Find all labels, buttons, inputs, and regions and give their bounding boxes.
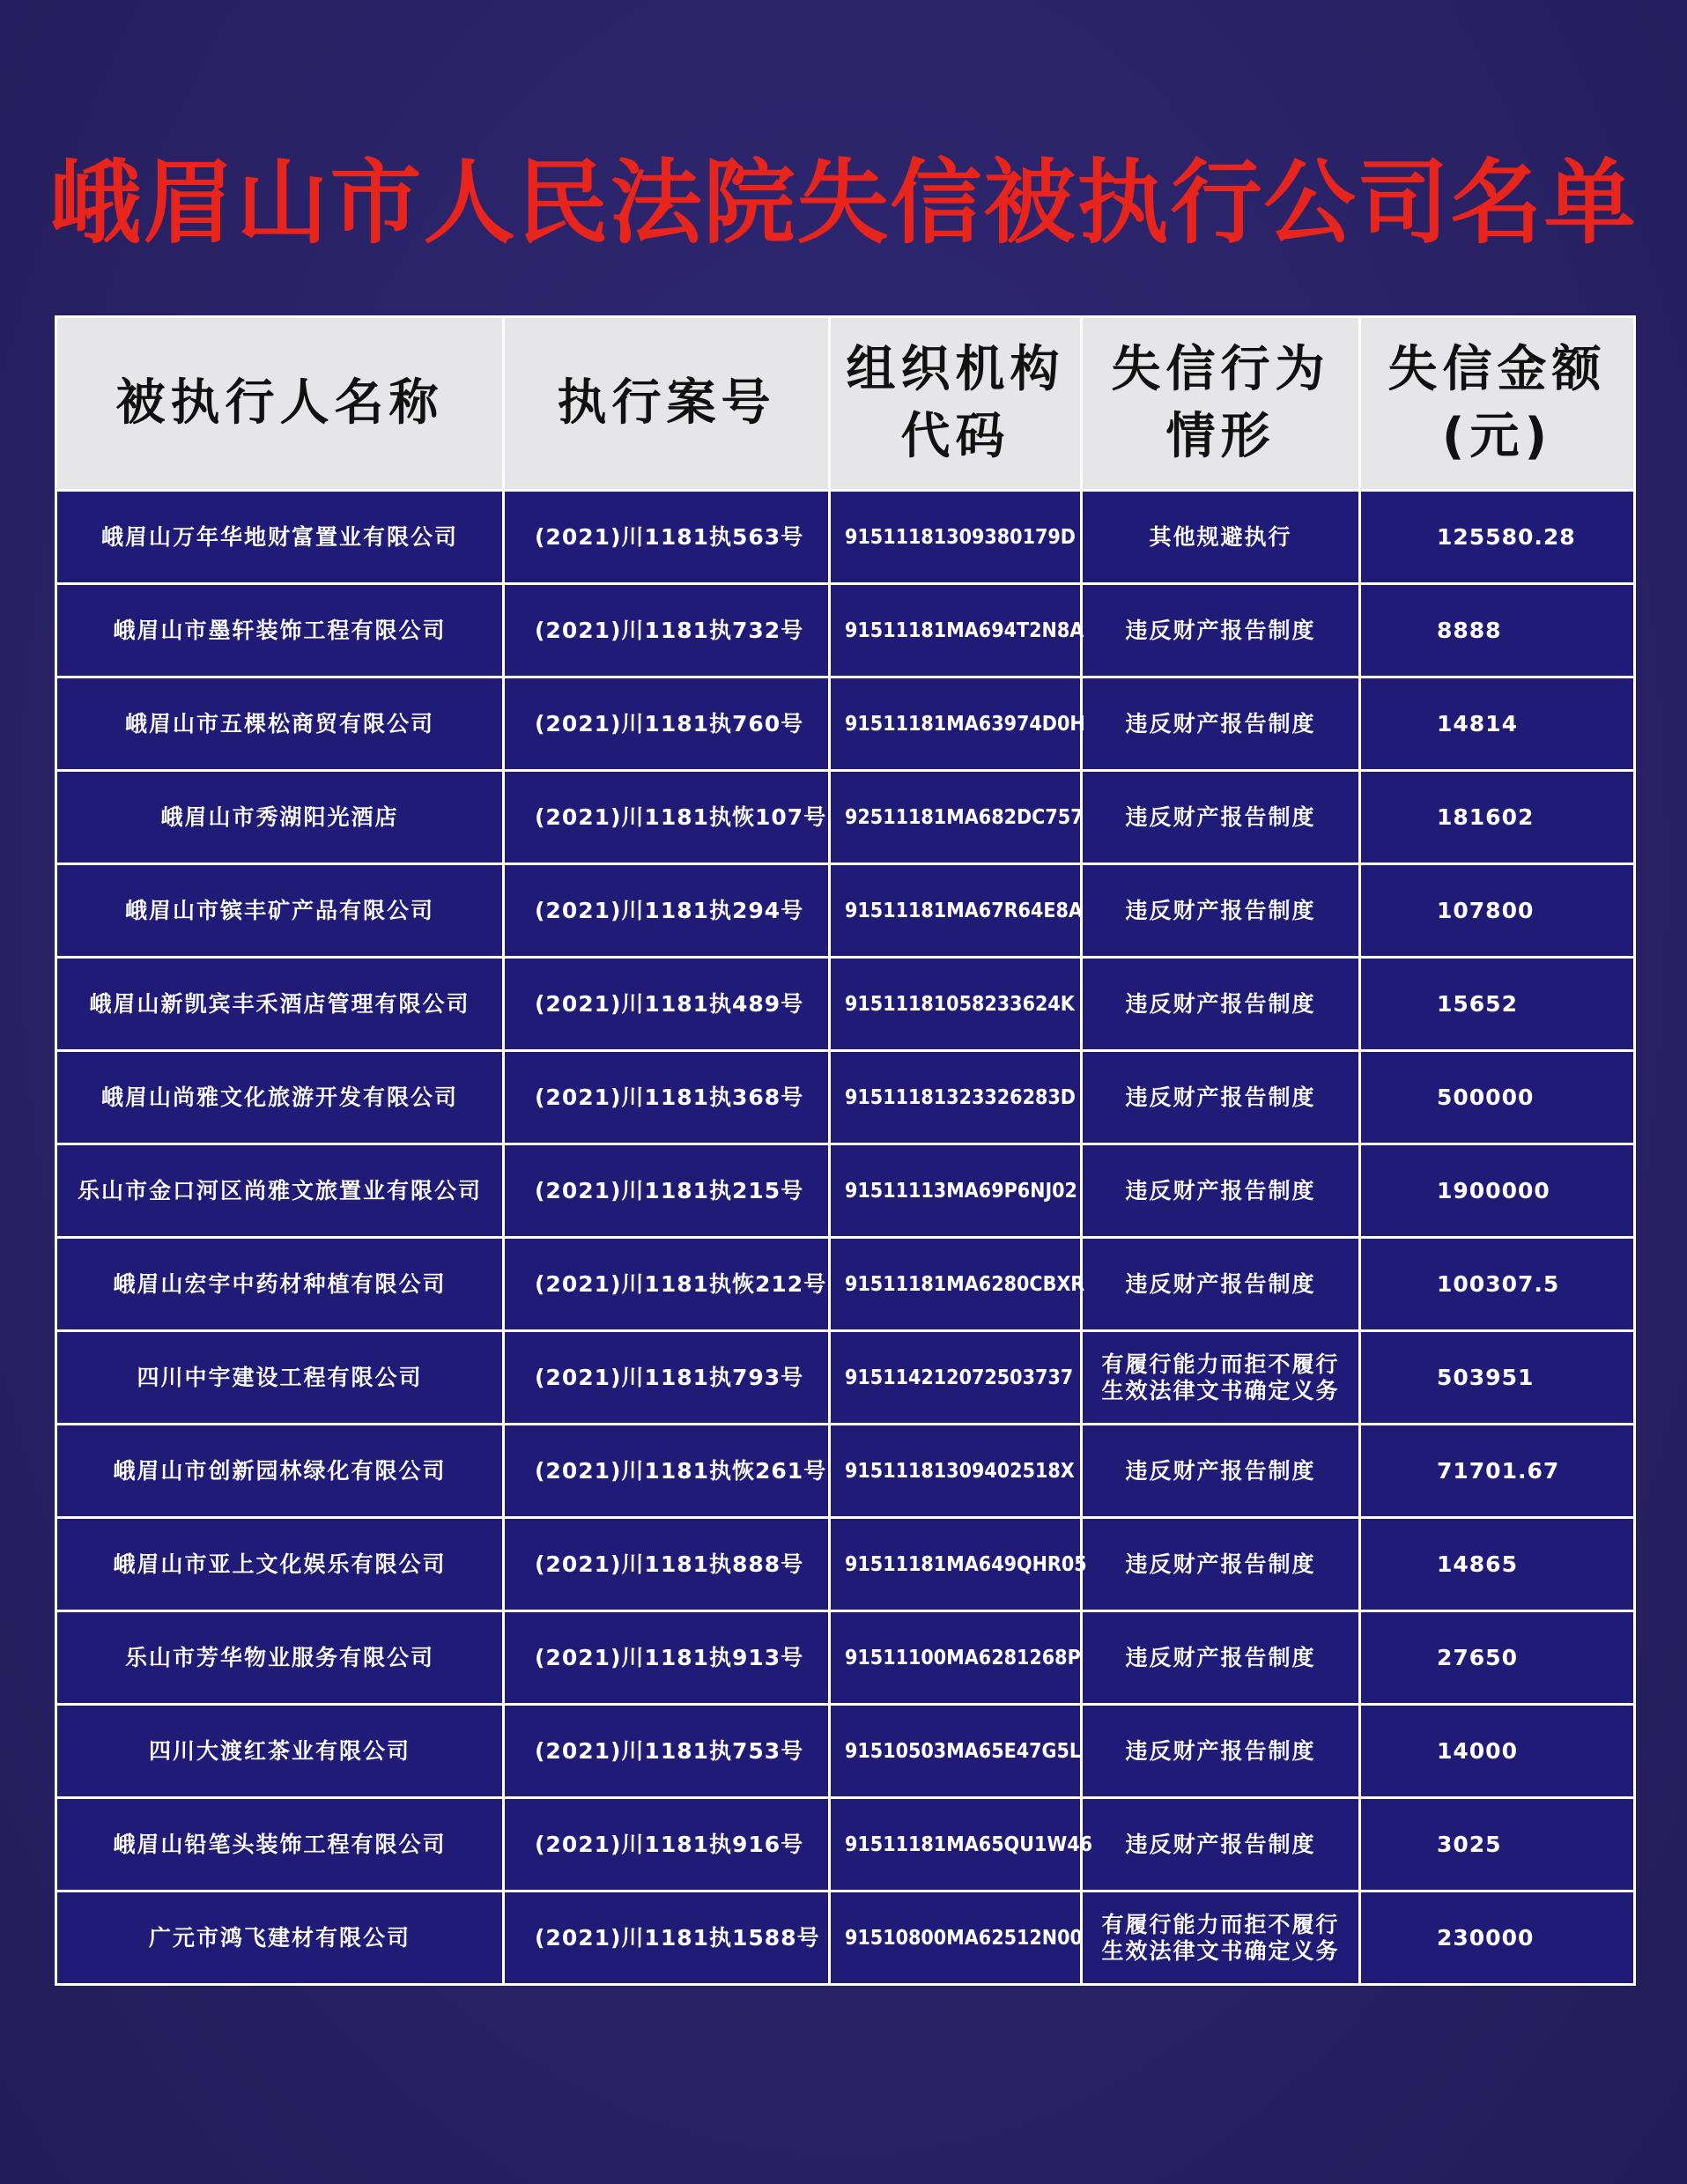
- cell-amount: 107800: [1360, 864, 1635, 958]
- cell-org-code: 91510800MA62512N00: [830, 1892, 1082, 1985]
- cell-org-code: 91510503MA65E47G5L: [830, 1705, 1082, 1798]
- table-row: [56, 864, 1635, 958]
- cell-behavior: 违反财产报告制度: [1082, 864, 1360, 958]
- cell-case-number: (2021)川1181执恢261号: [504, 1425, 830, 1518]
- cell-case-number: (2021)川1181执916号: [504, 1798, 830, 1892]
- cell-company-name: 峨眉山市墨轩装饰工程有限公司: [56, 584, 504, 677]
- table-row: [56, 958, 1635, 1051]
- cell-company-name: 峨眉山市创新园林绿化有限公司: [56, 1425, 504, 1518]
- cell-amount: 15652: [1360, 958, 1635, 1051]
- table-row: [56, 1331, 1635, 1425]
- table-row: [56, 584, 1635, 677]
- cell-company-name: 峨眉山市五棵松商贸有限公司: [56, 677, 504, 771]
- cell-org-code: 91511181323326283D: [830, 1051, 1082, 1144]
- cell-case-number: (2021)川1181执489号: [504, 958, 830, 1051]
- cell-company-name: 四川大渡红茶业有限公司: [56, 1705, 504, 1798]
- cell-behavior: 违反财产报告制度: [1082, 1144, 1360, 1238]
- cell-company-name: 峨眉山尚雅文化旅游开发有限公司: [56, 1051, 504, 1144]
- table-row: [56, 1611, 1635, 1705]
- cell-behavior: 违反财产报告制度: [1082, 1705, 1360, 1798]
- table-header-row: [56, 317, 1635, 491]
- table-body: [56, 491, 1635, 1985]
- table-row: [56, 1144, 1635, 1238]
- cell-company-name: 广元市鸿飞建材有限公司: [56, 1892, 504, 1985]
- cell-behavior: 违反财产报告制度: [1082, 1798, 1360, 1892]
- cell-amount: 230000: [1360, 1892, 1635, 1985]
- header-org-code: 组织机构代码: [830, 317, 1082, 491]
- table-row: [56, 1238, 1635, 1331]
- cell-amount: 500000: [1360, 1051, 1635, 1144]
- cell-behavior: 违反财产报告制度: [1082, 1238, 1360, 1331]
- cell-case-number: (2021)川1181执760号: [504, 677, 830, 771]
- table-row: [56, 1425, 1635, 1518]
- cell-amount: 1900000: [1360, 1144, 1635, 1238]
- cell-amount: 14865: [1360, 1518, 1635, 1611]
- cell-company-name: 峨眉山市秀湖阳光酒店: [56, 771, 504, 864]
- table-row: [56, 1518, 1635, 1611]
- cell-company-name: 峨眉山宏宇中药材种植有限公司: [56, 1238, 504, 1331]
- cell-behavior: 违反财产报告制度: [1082, 1051, 1360, 1144]
- cell-org-code: 91511181309380179D: [830, 491, 1082, 584]
- cell-company-name: 峨眉山新凯宾丰禾酒店管理有限公司: [56, 958, 504, 1051]
- cell-amount: 71701.67: [1360, 1425, 1635, 1518]
- cell-amount: 125580.28: [1360, 491, 1635, 584]
- cell-case-number: (2021)川1181执753号: [504, 1705, 830, 1798]
- cell-company-name: 峨眉山万年华地财富置业有限公司: [56, 491, 504, 584]
- cell-case-number: (2021)川1181执1588号: [504, 1892, 830, 1985]
- header-case-number: 执行案号: [504, 317, 830, 491]
- table-row: [56, 677, 1635, 771]
- cell-behavior: 其他规避执行: [1082, 491, 1360, 584]
- cell-behavior: 违反财产报告制度: [1082, 1611, 1360, 1705]
- cell-org-code: 91511181MA6280CBXR: [830, 1238, 1082, 1331]
- cell-amount: 27650: [1360, 1611, 1635, 1705]
- header-name: 被执行人名称: [56, 317, 504, 491]
- cell-case-number: (2021)川1181执732号: [504, 584, 830, 677]
- header-amount: 失信金额(元): [1360, 317, 1635, 491]
- cell-behavior: 有履行能力而拒不履行生效法律文书确定义务: [1082, 1892, 1360, 1985]
- table-row: [56, 1892, 1635, 1985]
- cell-company-name: 峨眉山市镔丰矿产品有限公司: [56, 864, 504, 958]
- cell-org-code: 92511181MA682DC757: [830, 771, 1082, 864]
- table-row: [56, 771, 1635, 864]
- cell-amount: 100307.5: [1360, 1238, 1635, 1331]
- cell-behavior: 违反财产报告制度: [1082, 677, 1360, 771]
- cell-company-name: 乐山市芳华物业服务有限公司: [56, 1611, 504, 1705]
- cell-org-code: 91511181MA67R64E8A: [830, 864, 1082, 958]
- cell-behavior: 违反财产报告制度: [1082, 771, 1360, 864]
- cell-case-number: (2021)川1181执913号: [504, 1611, 830, 1705]
- cell-case-number: (2021)川1181执恢107号: [504, 771, 830, 864]
- cell-behavior: 有履行能力而拒不履行生效法律文书确定义务: [1082, 1331, 1360, 1425]
- page-title: 峨眉山市人民法院失信被执行公司名单: [49, 149, 1638, 256]
- cell-amount: 3025: [1360, 1798, 1635, 1892]
- cell-org-code: 91511181058233624K: [830, 958, 1082, 1051]
- cell-amount: 14000: [1360, 1705, 1635, 1798]
- table-row: [56, 491, 1635, 584]
- cell-case-number: (2021)川1181执563号: [504, 491, 830, 584]
- cell-org-code: 91511181MA694T2N8A: [830, 584, 1082, 677]
- header-behavior: 失信行为情形: [1082, 317, 1360, 491]
- cell-behavior: 违反财产报告制度: [1082, 958, 1360, 1051]
- cell-org-code: 915114212072503737: [830, 1331, 1082, 1425]
- cell-amount: 8888: [1360, 584, 1635, 677]
- cell-org-code: 91511100MA6281268P: [830, 1611, 1082, 1705]
- dishonest-companies-table: [55, 315, 1636, 1986]
- cell-org-code: 91511181309402518X: [830, 1425, 1082, 1518]
- cell-company-name: 四川中宇建设工程有限公司: [56, 1331, 504, 1425]
- cell-case-number: (2021)川1181执294号: [504, 864, 830, 958]
- cell-company-name: 峨眉山市亚上文化娱乐有限公司: [56, 1518, 504, 1611]
- cell-behavior: 违反财产报告制度: [1082, 584, 1360, 677]
- cell-company-name: 乐山市金口河区尚雅文旅置业有限公司: [56, 1144, 504, 1238]
- table-row: [56, 1705, 1635, 1798]
- cell-behavior: 违反财产报告制度: [1082, 1425, 1360, 1518]
- cell-org-code: 91511113MA69P6NJ02: [830, 1144, 1082, 1238]
- cell-behavior: 违反财产报告制度: [1082, 1518, 1360, 1611]
- table-row: [56, 1798, 1635, 1892]
- cell-case-number: (2021)川1181执215号: [504, 1144, 830, 1238]
- cell-amount: 14814: [1360, 677, 1635, 771]
- cell-case-number: (2021)川1181执793号: [504, 1331, 830, 1425]
- cell-company-name: 峨眉山铅笔头装饰工程有限公司: [56, 1798, 504, 1892]
- cell-case-number: (2021)川1181执368号: [504, 1051, 830, 1144]
- cell-org-code: 91511181MA649QHR05: [830, 1518, 1082, 1611]
- table-row: [56, 1051, 1635, 1144]
- cell-org-code: 91511181MA63974D0H: [830, 677, 1082, 771]
- cell-case-number: (2021)川1181执恢212号: [504, 1238, 830, 1331]
- cell-org-code: 91511181MA65QU1W46: [830, 1798, 1082, 1892]
- cell-amount: 503951: [1360, 1331, 1635, 1425]
- cell-case-number: (2021)川1181执888号: [504, 1518, 830, 1611]
- cell-amount: 181602: [1360, 771, 1635, 864]
